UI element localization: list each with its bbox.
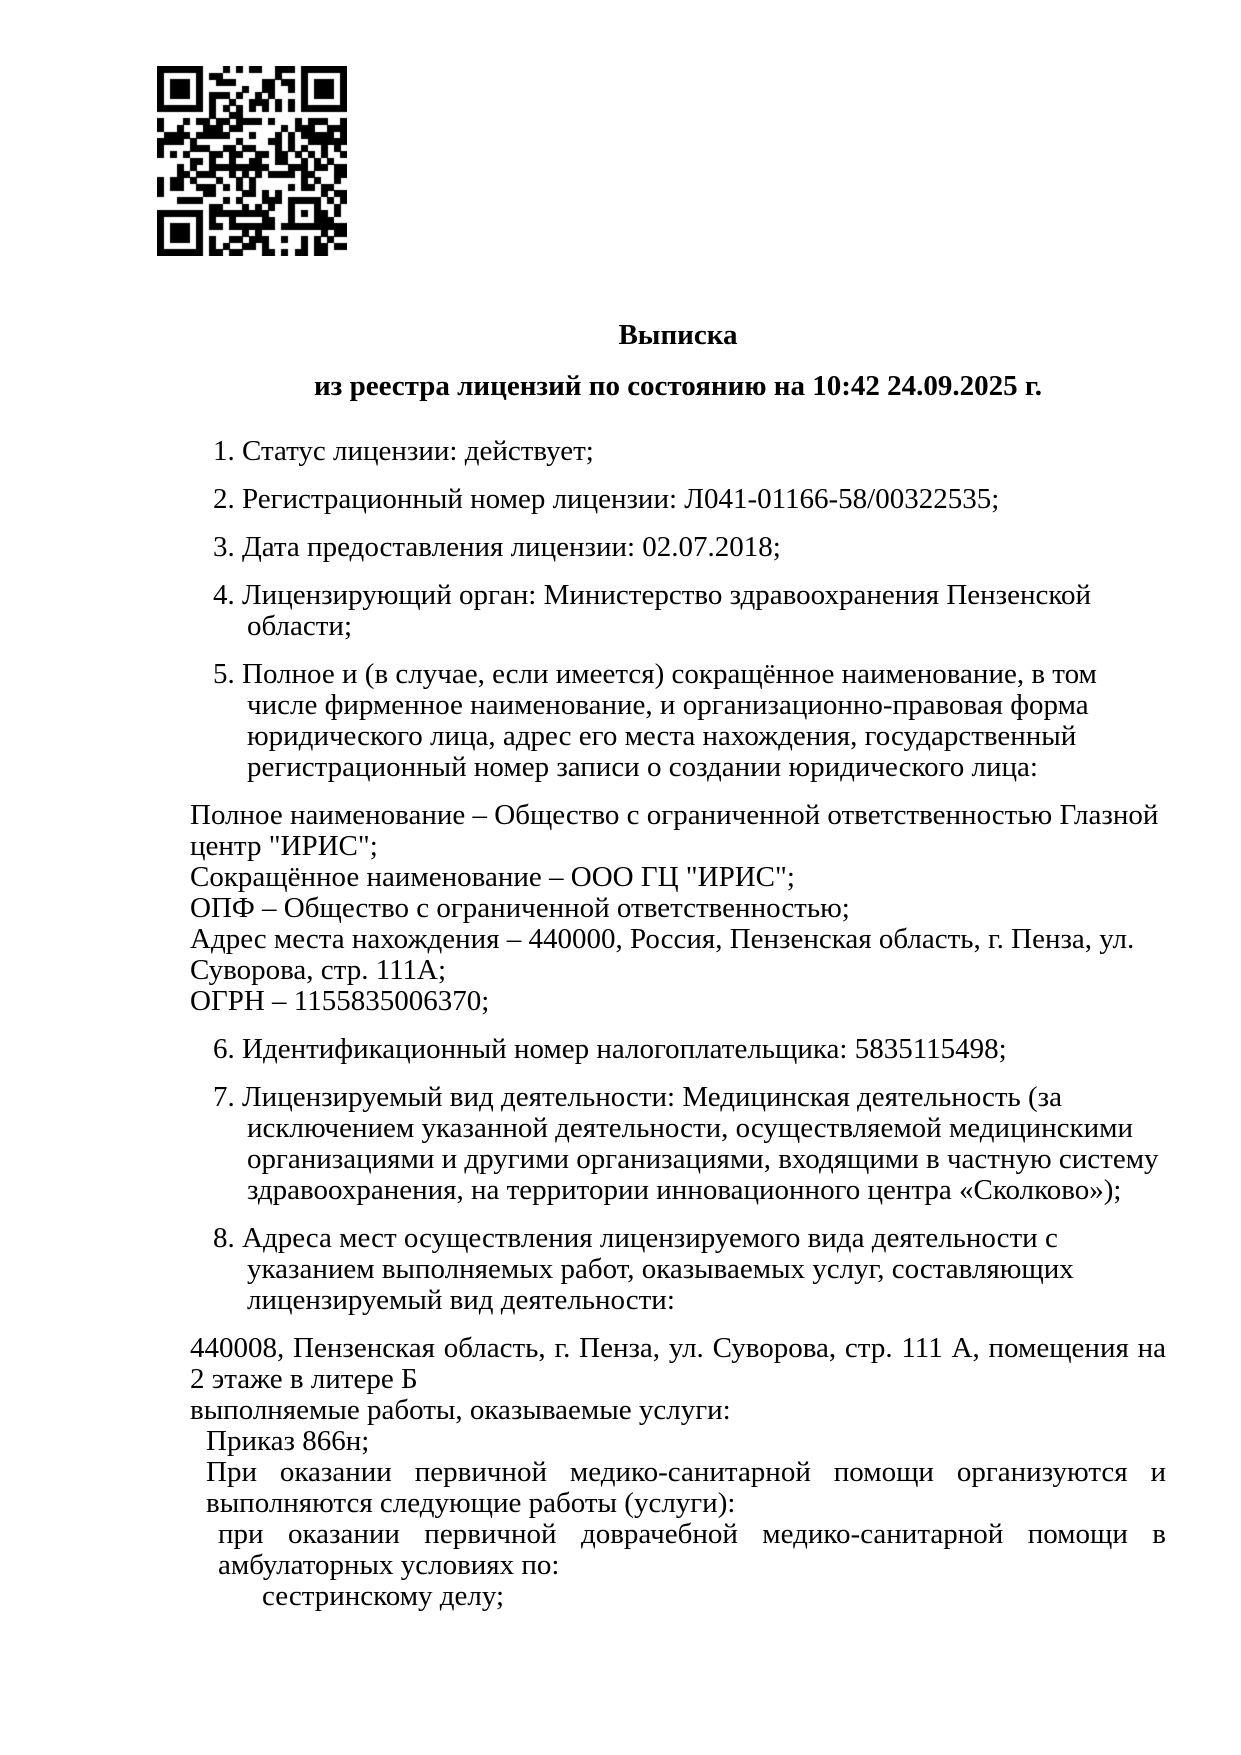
list-item: 7. Лицензируемый вид деятельности: Медицинская деятельность (за исключением указанной деятельности, осуществляемой медицинскими организациями и другими организациями, входящими в частную систему здравоохранения, на территории инновационного центра «Сколково»); (213, 1081, 1159, 1206)
document-body (190, 436, 1166, 1612)
paragraph (190, 800, 1166, 1017)
qr-code-icon (157, 66, 347, 256)
list-item: 5. Полное и (в случае, если имеется) сокращённое наименование, в том числе фирменное наименование, и организационно-правовая форма юридического лица, адрес его места нахождения, государственный регистрационный номер записи о создании юридического лица: (213, 658, 1097, 783)
page-title: Выписка (618, 319, 738, 351)
text-line: ОГРН – 1155835006370; (190, 985, 490, 1017)
list-item: 8. Адреса мест осуществления лицензируемого вида деятельности с указанием выполняемых работ, оказываемых услуг, составляющих лицензируемый вид деятельности: (213, 1222, 1074, 1316)
text-line: При оказании первичной медико-санитарной помощи организуются и выполняются следующие работы (услуги): (206, 1456, 1166, 1519)
text-line: сестринскому делу; (262, 1580, 505, 1612)
text-line: Полное наименование – Общество с ограниченной ответственностью Глазной центр "ИРИС"; (190, 799, 1159, 862)
text-line: выполняемые работы, оказываемые услуги: (190, 1394, 731, 1426)
list-item: 1. Статус лицензии: действует; (213, 435, 594, 467)
list-item: 3. Дата предоставления лицензии: 02.07.2018; (213, 531, 781, 563)
text-line: при оказании первичной доврачебной медико-санитарной помощи в амбулаторных условиях по: (218, 1518, 1166, 1581)
list-item: 2. Регистрационный номер лицензии: Л041-01166-58/00322535; (213, 483, 1000, 515)
paragraph (190, 1333, 1166, 1612)
text-line: 440008, Пензенская область, г. Пенза, ул. Суворова, стр. 111 А, помещения на 2 этаже в литере Б (190, 1332, 1166, 1395)
list-item: 6. Идентификационный номер налогоплательщика: 5835115498; (213, 1033, 1007, 1065)
text-line: ОПФ – Общество с ограниченной ответственностью; (190, 892, 850, 924)
text-line: Адрес места нахождения – 440000, Россия, Пензенская область, г. Пенза, ул. Суворова, стр. 111А; (190, 923, 1135, 986)
text-line: Приказ 866н; (206, 1425, 370, 1457)
list-item: 4. Лицензирующий орган: Министерство здравоохранения Пензенской области; (213, 579, 1092, 642)
text-line: Сокращённое наименование – ООО ГЦ "ИРИС"; (190, 861, 795, 893)
page-subtitle: из реестра лицензий по состоянию на 10:42 24.09.2025 г. (313, 370, 1043, 402)
